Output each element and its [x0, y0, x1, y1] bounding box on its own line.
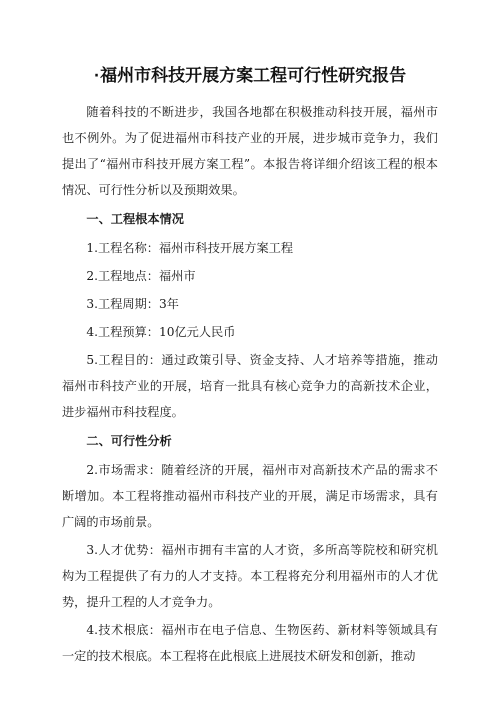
intro-paragraph: 随着科技的不断进步，我国各地都在积极推动科技开展，福州市也不例外。为了促进福州市科技产业的开展，进步城市竞争力，我们提出了“福州市科技开展方案工程”。本报告将详细介绍该工程的根本情况、可行性分析以及预期效果。 [62, 105, 438, 197]
list-item-project-period: 3.工程周期：3年 [86, 297, 179, 311]
list-item-market-demand: 2.市场需求：随着经济的开展，福州市对高新技术产品的需求不断增加。本工程将推动福州市科技产业的开展，满足市场需求，具有广阔的市场前景。 [62, 463, 438, 529]
list-item-technical-foundation: 4.技术根底：福州市在电子信息、生物医药、新材料等领域具有一定的技术根底。本工程将在此根底上进展技术研发和创新，推动 [62, 623, 438, 663]
list-item-project-location: 2.工程地点：福州市 [86, 269, 196, 283]
list-item-project-goal: 5.工程目的：通过政策引导、资金支持、人才培养等措施，推动福州市科技产业的开展，培育一批具有核心竞争力的高新技术企业，进步福州市科技程度。 [62, 353, 438, 419]
list-item-talent-advantage: 3.人才优势：福州市拥有丰富的人才资，多所高等院校和研究机构为工程提供了有力的人才支持。本工程将充分利用福州市的人才优势，提升工程的人才竞争力。 [62, 543, 438, 609]
document-title: 福州市科技开展方案工程可行性研究报告 [100, 66, 407, 86]
document-title-line [60, 64, 440, 88]
document-body [62, 99, 438, 671]
title-mark: · [93, 68, 100, 84]
section-heading-feasibility: 二、可行性分析 [86, 434, 172, 448]
section-heading-basic-info: 一、工程根本情况 [86, 212, 184, 226]
list-item-project-budget: 4.工程预算：10亿元人民币 [86, 325, 236, 339]
list-item-project-name: 1.工程名称：福州市科技开展方案工程 [86, 241, 294, 255]
